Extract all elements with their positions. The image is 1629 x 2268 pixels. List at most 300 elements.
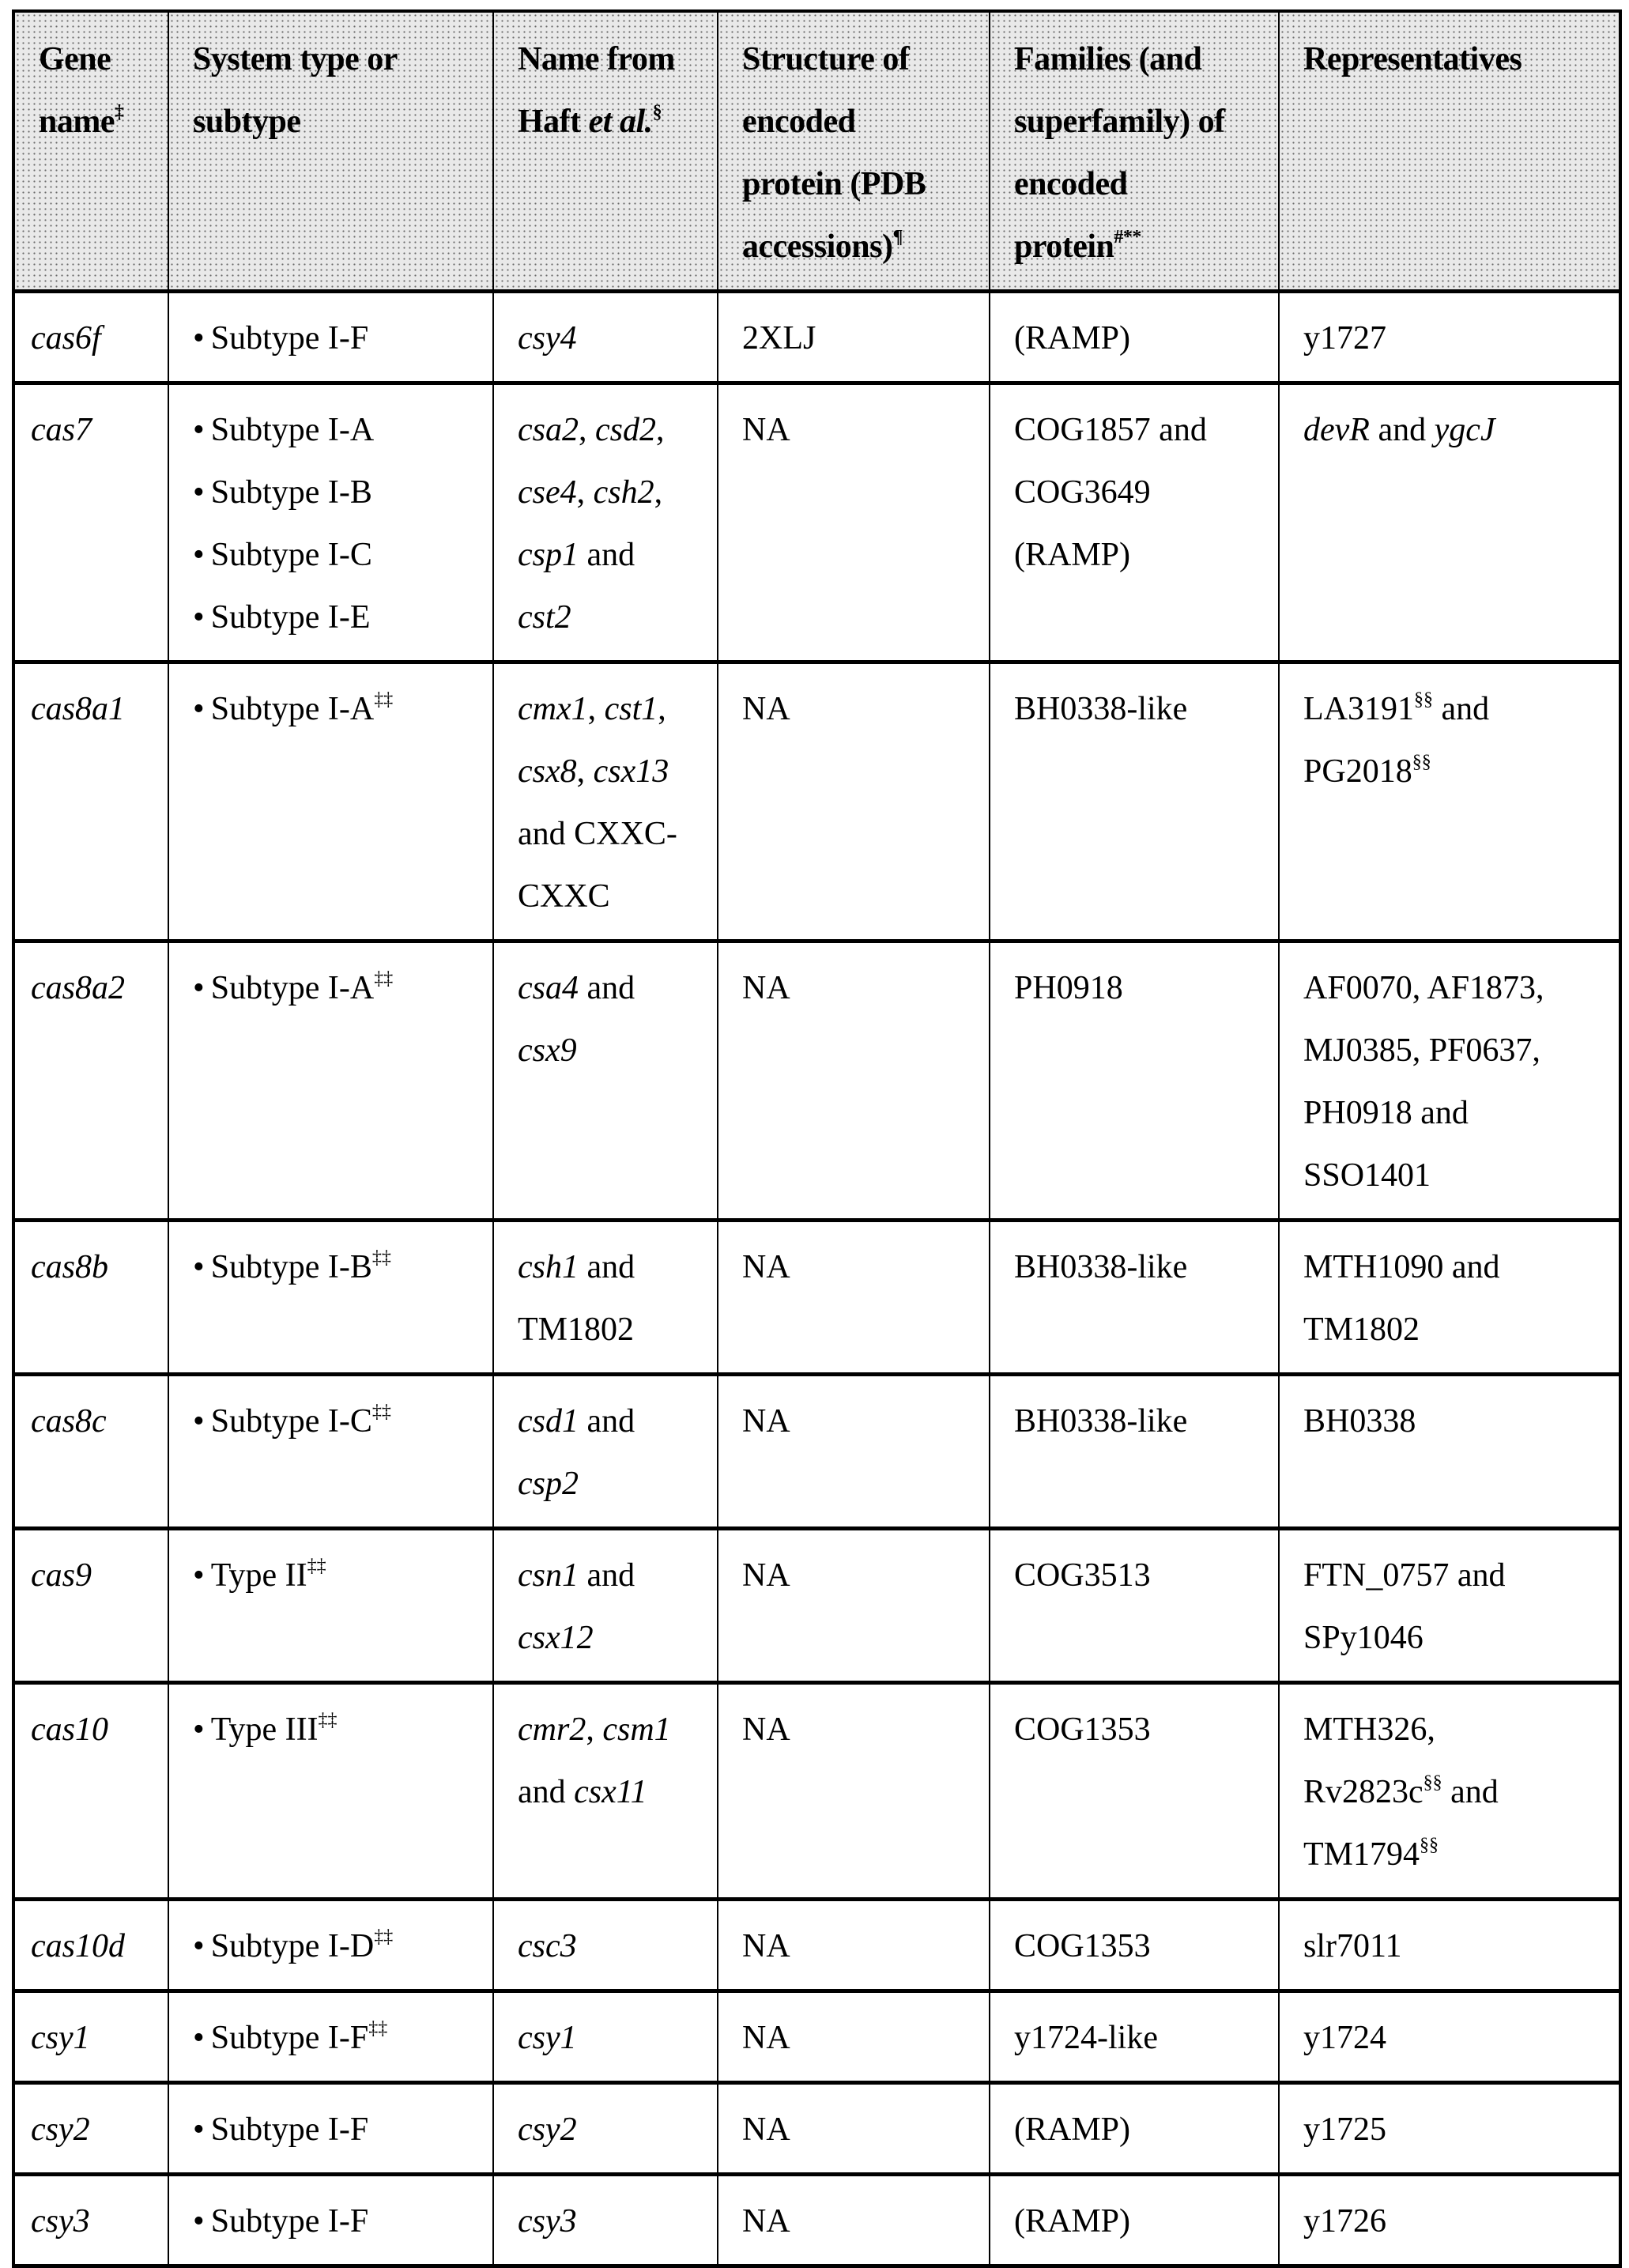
footnote-marker: §§ xyxy=(1412,752,1431,772)
cell-line xyxy=(1303,957,1611,1020)
text-fragment: csy3 xyxy=(518,2203,577,2240)
text-fragment: NA xyxy=(742,2020,790,2056)
bullet-icon: • xyxy=(193,1928,205,1964)
cell-line xyxy=(742,678,981,741)
bullet-icon: • xyxy=(193,1711,205,1748)
cell-haft-name xyxy=(493,1221,718,1375)
system-type-label: Subtype I-E xyxy=(210,599,371,636)
system-type-label: Subtype I-C xyxy=(210,537,372,573)
text-fragment: csn1 xyxy=(518,1557,579,1594)
header-line xyxy=(518,28,709,91)
cell-line xyxy=(1303,1391,1611,1453)
header-families xyxy=(990,11,1279,292)
table-row xyxy=(13,942,1620,1221)
cell-haft-name xyxy=(493,1991,718,2083)
cell-line xyxy=(1014,2099,1270,2161)
cell-line xyxy=(1303,678,1611,741)
cell-line xyxy=(742,1545,981,1607)
footnote-marker: §§ xyxy=(1423,1772,1442,1793)
text-fragment: NA xyxy=(742,1557,790,1594)
cell-line xyxy=(518,741,709,803)
text-fragment: y1727 xyxy=(1303,320,1386,357)
cell-system-type xyxy=(168,1683,493,1900)
text-fragment: cmx1 xyxy=(518,691,588,727)
text-fragment: csy1 xyxy=(518,2020,577,2056)
text-fragment: (RAMP) xyxy=(1014,2203,1131,2240)
text-fragment: , xyxy=(658,691,666,727)
cell-families xyxy=(990,942,1279,1221)
cell-line xyxy=(1303,1145,1611,1207)
header-haft-name xyxy=(493,11,718,292)
table-row xyxy=(13,1900,1620,1991)
cell-structure xyxy=(718,2175,990,2266)
system-type-label: Subtype I-A xyxy=(210,691,375,727)
cell-line xyxy=(1303,1607,1611,1670)
text-fragment: , xyxy=(654,474,663,511)
cell-line xyxy=(1303,2007,1611,2070)
gene-name: cas9 xyxy=(31,1557,92,1594)
header-line xyxy=(39,91,160,153)
text-fragment: and xyxy=(1442,1774,1499,1810)
cell-haft-name xyxy=(493,292,718,383)
cell-families xyxy=(990,1375,1279,1529)
cell-families xyxy=(990,1683,1279,1900)
cell-line xyxy=(742,1699,981,1761)
gene-name: cas7 xyxy=(31,412,92,448)
cell-line xyxy=(742,2191,981,2253)
footnote-marker: §§ xyxy=(1420,1835,1439,1855)
footnote-marker: ‡‡ xyxy=(374,968,394,989)
bullet-icon: • xyxy=(193,320,205,357)
bullet-icon: • xyxy=(193,2111,205,2148)
text-fragment: PH0918 and xyxy=(1303,1095,1469,1131)
bullet-icon: • xyxy=(193,412,205,448)
system-type-item xyxy=(193,1391,485,1453)
cell-line xyxy=(1303,308,1611,370)
table-row xyxy=(13,2175,1620,2266)
header-line xyxy=(1014,28,1270,91)
cell-line xyxy=(1303,1082,1611,1145)
cell-gene-name xyxy=(13,2175,168,2266)
cell-system-type xyxy=(168,1900,493,1991)
cell-gene-name xyxy=(13,1529,168,1683)
header-line xyxy=(193,91,485,153)
text-fragment: COG3513 xyxy=(1014,1557,1151,1594)
cell-line xyxy=(518,399,709,462)
cell-representatives xyxy=(1279,1221,1620,1375)
cell-gene-name xyxy=(13,942,168,1221)
header-structure xyxy=(718,11,990,292)
cell-families xyxy=(990,2083,1279,2175)
cell-line xyxy=(1014,678,1270,741)
gene-name: csy1 xyxy=(31,2020,90,2056)
text-fragment: and xyxy=(579,1403,635,1440)
text-fragment: 2XLJ xyxy=(742,320,816,357)
text-fragment: COG3649 xyxy=(1014,474,1151,511)
cell-line xyxy=(1303,1761,1611,1824)
text-fragment: FTN_0757 and xyxy=(1303,1557,1506,1594)
cell-line xyxy=(1014,2191,1270,2253)
text-fragment: csc3 xyxy=(518,1928,577,1964)
footnote-marker: § xyxy=(652,102,662,123)
text-fragment: PG2018 xyxy=(1303,753,1412,790)
footnote-marker: ¶ xyxy=(892,227,903,247)
cell-line xyxy=(518,866,709,928)
cell-line xyxy=(1014,1699,1270,1761)
text-fragment: and xyxy=(518,1774,575,1810)
cell-system-type xyxy=(168,292,493,383)
cell-structure xyxy=(718,1991,990,2083)
text-fragment: COG1857 and xyxy=(1014,412,1207,448)
bullet-icon: • xyxy=(193,2203,205,2240)
table-row xyxy=(13,1529,1620,1683)
system-type-label: Subtype I-A xyxy=(210,970,375,1006)
text-fragment: accessions) xyxy=(742,228,893,265)
cell-line xyxy=(1014,399,1270,462)
header-line xyxy=(742,28,981,91)
cell-gene-name xyxy=(13,292,168,383)
cell-line xyxy=(742,2007,981,2070)
text-fragment: Rv2823c xyxy=(1303,1774,1423,1810)
bullet-icon: • xyxy=(193,691,205,727)
text-fragment: MTH1090 and xyxy=(1303,1249,1500,1285)
text-fragment: ygcJ xyxy=(1434,412,1495,448)
system-type-label: Subtype I-F xyxy=(210,320,369,357)
text-fragment: NA xyxy=(742,1403,790,1440)
cell-families xyxy=(990,383,1279,662)
cell-system-type xyxy=(168,1221,493,1375)
cell-structure xyxy=(718,292,990,383)
cell-structure xyxy=(718,2083,990,2175)
text-fragment: COG1353 xyxy=(1014,1711,1151,1748)
system-type-item xyxy=(193,1699,485,1761)
cell-families xyxy=(990,1991,1279,2083)
text-fragment: NA xyxy=(742,2111,790,2148)
cell-line xyxy=(1014,308,1270,370)
cell-line xyxy=(742,399,981,462)
cell-line xyxy=(518,1761,709,1824)
cell-haft-name xyxy=(493,1683,718,1900)
bullet-icon: • xyxy=(193,599,205,636)
cell-line xyxy=(518,1545,709,1607)
system-type-label: Subtype I-B xyxy=(210,474,372,511)
cell-representatives xyxy=(1279,1529,1620,1683)
text-fragment: LA3191 xyxy=(1303,691,1414,727)
cell-line xyxy=(518,1453,709,1515)
cell-structure xyxy=(718,1529,990,1683)
text-fragment: csa4 xyxy=(518,970,579,1006)
cell-representatives xyxy=(1279,383,1620,662)
cell-line xyxy=(518,1299,709,1361)
gene-name: cas8a2 xyxy=(31,970,125,1006)
footnote-marker: ‡‡ xyxy=(368,2018,388,2039)
cell-line xyxy=(518,1915,709,1978)
cell-line xyxy=(742,957,981,1020)
cell-representatives xyxy=(1279,942,1620,1221)
table-row xyxy=(13,383,1620,662)
text-fragment: SPy1046 xyxy=(1303,1620,1423,1656)
text-fragment: csx8 xyxy=(518,753,577,790)
text-fragment: name xyxy=(39,104,115,140)
header-line xyxy=(1014,153,1270,216)
cell-line xyxy=(518,308,709,370)
cell-line xyxy=(1303,2191,1611,2253)
text-fragment: and CXXC- xyxy=(518,816,677,852)
text-fragment: MTH326, xyxy=(1303,1711,1435,1748)
text-fragment: BH0338-like xyxy=(1014,1403,1188,1440)
system-type-item xyxy=(193,2191,485,2253)
cell-system-type xyxy=(168,383,493,662)
cell-line xyxy=(1014,462,1270,524)
text-fragment: (RAMP) xyxy=(1014,537,1131,573)
cell-gene-name xyxy=(13,1221,168,1375)
header-system-type xyxy=(168,11,493,292)
cell-line xyxy=(1303,1824,1611,1886)
text-fragment: COG1353 xyxy=(1014,1928,1151,1964)
system-type-label: Subtype I-D xyxy=(210,1928,375,1964)
text-fragment: System type or xyxy=(193,41,398,77)
cell-structure xyxy=(718,942,990,1221)
cell-structure xyxy=(718,1221,990,1375)
gene-name: cas8b xyxy=(31,1249,108,1285)
text-fragment: Haft xyxy=(518,104,589,140)
text-fragment: Structure of xyxy=(742,41,910,77)
cell-line xyxy=(518,803,709,866)
text-fragment: Name from xyxy=(518,41,675,77)
gene-name: csy3 xyxy=(31,2203,90,2240)
bullet-icon: • xyxy=(193,1557,205,1594)
system-type-item xyxy=(193,399,485,462)
text-fragment: (RAMP) xyxy=(1014,320,1131,357)
system-type-item xyxy=(193,678,485,741)
system-type-item xyxy=(193,308,485,370)
bullet-icon: • xyxy=(193,1249,205,1285)
bullet-icon: • xyxy=(193,474,205,511)
header-line xyxy=(518,91,709,153)
cell-families xyxy=(990,2175,1279,2266)
cell-line xyxy=(1303,2099,1611,2161)
system-type-item xyxy=(193,1236,485,1299)
gene-name: cas10 xyxy=(31,1711,108,1748)
system-type-label: Subtype I-F xyxy=(210,2203,369,2240)
text-fragment: , xyxy=(576,474,594,511)
text-fragment: protein xyxy=(1014,228,1114,265)
table-row xyxy=(13,1221,1620,1375)
text-fragment: NA xyxy=(742,691,790,727)
cell-representatives xyxy=(1279,1991,1620,2083)
table-row xyxy=(13,662,1620,942)
system-type-item xyxy=(193,2007,485,2070)
cell-line xyxy=(518,1020,709,1082)
bullet-icon: • xyxy=(193,537,205,573)
system-type-item xyxy=(193,462,485,524)
footnote-marker: ‡‡ xyxy=(318,1710,337,1730)
cell-line xyxy=(518,1236,709,1299)
cell-line xyxy=(742,2099,981,2161)
footnote-marker: #** xyxy=(1114,227,1141,247)
text-fragment: subtype xyxy=(193,104,301,140)
text-fragment: slr7011 xyxy=(1303,1928,1402,1964)
text-fragment: csp1 xyxy=(518,537,579,573)
cell-line xyxy=(518,1391,709,1453)
text-fragment: devR xyxy=(1303,412,1370,448)
cell-line xyxy=(518,587,709,649)
header-line xyxy=(39,28,160,91)
cell-line xyxy=(518,524,709,587)
text-fragment: , xyxy=(587,691,605,727)
cell-line xyxy=(1014,2007,1270,2070)
text-fragment: TM1802 xyxy=(1303,1311,1420,1348)
text-fragment: Gene xyxy=(39,41,111,77)
footnote-marker: ‡‡ xyxy=(371,1402,391,1422)
cell-line xyxy=(742,308,981,370)
cas-gene-table xyxy=(12,9,1622,2268)
text-fragment: TM1802 xyxy=(518,1311,634,1348)
cell-structure xyxy=(718,1900,990,1991)
cell-families xyxy=(990,292,1279,383)
text-fragment: et al. xyxy=(588,104,653,140)
cell-line xyxy=(518,2191,709,2253)
text-fragment: , xyxy=(586,1711,603,1748)
header-line xyxy=(742,153,981,216)
system-type-label: Subtype I-A xyxy=(210,412,375,448)
text-fragment: cse4 xyxy=(518,474,577,511)
text-fragment: csx12 xyxy=(518,1620,594,1656)
cell-line xyxy=(1303,1236,1611,1299)
footnote-marker: ‡‡ xyxy=(307,1556,326,1576)
cell-haft-name xyxy=(493,942,718,1221)
footnote-marker: ‡ xyxy=(115,102,124,123)
text-fragment: protein (PDB xyxy=(742,166,926,202)
cell-system-type xyxy=(168,2083,493,2175)
cell-line xyxy=(1303,1699,1611,1761)
system-type-label: Subtype I-F xyxy=(210,2020,369,2056)
cell-representatives xyxy=(1279,2175,1620,2266)
table-header-row xyxy=(13,11,1620,292)
text-fragment: BH0338-like xyxy=(1014,691,1188,727)
gene-name: csy2 xyxy=(31,2111,90,2148)
gene-name: cas6f xyxy=(31,320,101,357)
text-fragment: and xyxy=(579,1249,635,1285)
cell-line xyxy=(1303,1299,1611,1361)
text-fragment: , xyxy=(579,412,595,448)
table-row xyxy=(13,1683,1620,1900)
cell-representatives xyxy=(1279,292,1620,383)
text-fragment: and xyxy=(579,970,635,1006)
cell-system-type xyxy=(168,942,493,1221)
text-fragment: BH0338 xyxy=(1303,1403,1416,1440)
gene-name: cas8a1 xyxy=(31,691,125,727)
text-fragment: csp2 xyxy=(518,1466,579,1502)
text-fragment: Representatives xyxy=(1303,41,1522,77)
cell-gene-name xyxy=(13,662,168,942)
text-fragment: MJ0385, PF0637, xyxy=(1303,1032,1540,1069)
text-fragment: csx13 xyxy=(593,753,669,790)
text-fragment: and xyxy=(1369,412,1435,448)
system-type-item xyxy=(193,524,485,587)
cell-gene-name xyxy=(13,383,168,662)
cell-line xyxy=(1014,957,1270,1020)
cell-representatives xyxy=(1279,2083,1620,2175)
table-row xyxy=(13,2083,1620,2175)
table-row xyxy=(13,1991,1620,2083)
cell-gene-name xyxy=(13,2083,168,2175)
cell-gene-name xyxy=(13,1900,168,1991)
cell-structure xyxy=(718,662,990,942)
cas-gene-table-container xyxy=(12,9,1619,2268)
footnote-marker: ‡‡ xyxy=(374,1926,394,1947)
system-type-item xyxy=(193,1545,485,1607)
text-fragment: and xyxy=(579,537,635,573)
text-fragment: and xyxy=(1433,691,1490,727)
footnote-marker: §§ xyxy=(1414,689,1433,710)
text-fragment: cmr2 xyxy=(518,1711,586,1748)
system-type-label: Subtype I-F xyxy=(210,2111,369,2148)
cell-line xyxy=(518,2007,709,2070)
header-line xyxy=(742,216,981,278)
cell-line xyxy=(518,957,709,1020)
cell-line xyxy=(742,1915,981,1978)
text-fragment: csy2 xyxy=(518,2111,577,2148)
system-type-item xyxy=(193,587,485,649)
cell-system-type xyxy=(168,662,493,942)
cell-line xyxy=(518,2099,709,2161)
table-row xyxy=(13,1375,1620,1529)
text-fragment: , xyxy=(576,753,594,790)
text-fragment: y1724-like xyxy=(1014,2020,1158,2056)
text-fragment: and xyxy=(579,1557,635,1594)
cell-system-type xyxy=(168,1529,493,1683)
text-fragment: cst2 xyxy=(518,599,571,636)
cell-gene-name xyxy=(13,1683,168,1900)
cell-representatives xyxy=(1279,1900,1620,1991)
cell-line xyxy=(1303,399,1611,462)
table-body xyxy=(13,292,1620,2266)
cell-structure xyxy=(718,1375,990,1529)
cell-line xyxy=(1014,1391,1270,1453)
cell-structure xyxy=(718,383,990,662)
text-fragment: csa2 xyxy=(518,412,579,448)
system-type-label: Subtype I-B xyxy=(210,1249,372,1285)
text-fragment: cst1 xyxy=(604,691,658,727)
text-fragment: y1724 xyxy=(1303,2020,1386,2056)
system-type-label: Type III xyxy=(210,1711,319,1748)
text-fragment: csh2 xyxy=(593,474,654,511)
cell-haft-name xyxy=(493,1900,718,1991)
text-fragment: NA xyxy=(742,412,790,448)
cell-system-type xyxy=(168,1991,493,2083)
system-type-item xyxy=(193,1915,485,1978)
cell-haft-name xyxy=(493,383,718,662)
cell-line xyxy=(1303,741,1611,803)
cell-line xyxy=(1303,1020,1611,1082)
text-fragment: Families (and xyxy=(1014,41,1202,77)
text-fragment: csx9 xyxy=(518,1032,577,1069)
header-gene-name xyxy=(13,11,168,292)
text-fragment: csd1 xyxy=(518,1403,579,1440)
cell-haft-name xyxy=(493,1375,718,1529)
text-fragment: TM1794 xyxy=(1303,1836,1420,1873)
cell-families xyxy=(990,1221,1279,1375)
footnote-marker: ‡‡ xyxy=(371,1247,391,1268)
bullet-icon: • xyxy=(193,1403,205,1440)
text-fragment: y1725 xyxy=(1303,2111,1386,2148)
gene-name: cas10d xyxy=(31,1928,125,1964)
gene-name: cas8c xyxy=(31,1403,107,1440)
text-fragment: , xyxy=(656,412,665,448)
cell-structure xyxy=(718,1683,990,1900)
cell-line xyxy=(742,1391,981,1453)
